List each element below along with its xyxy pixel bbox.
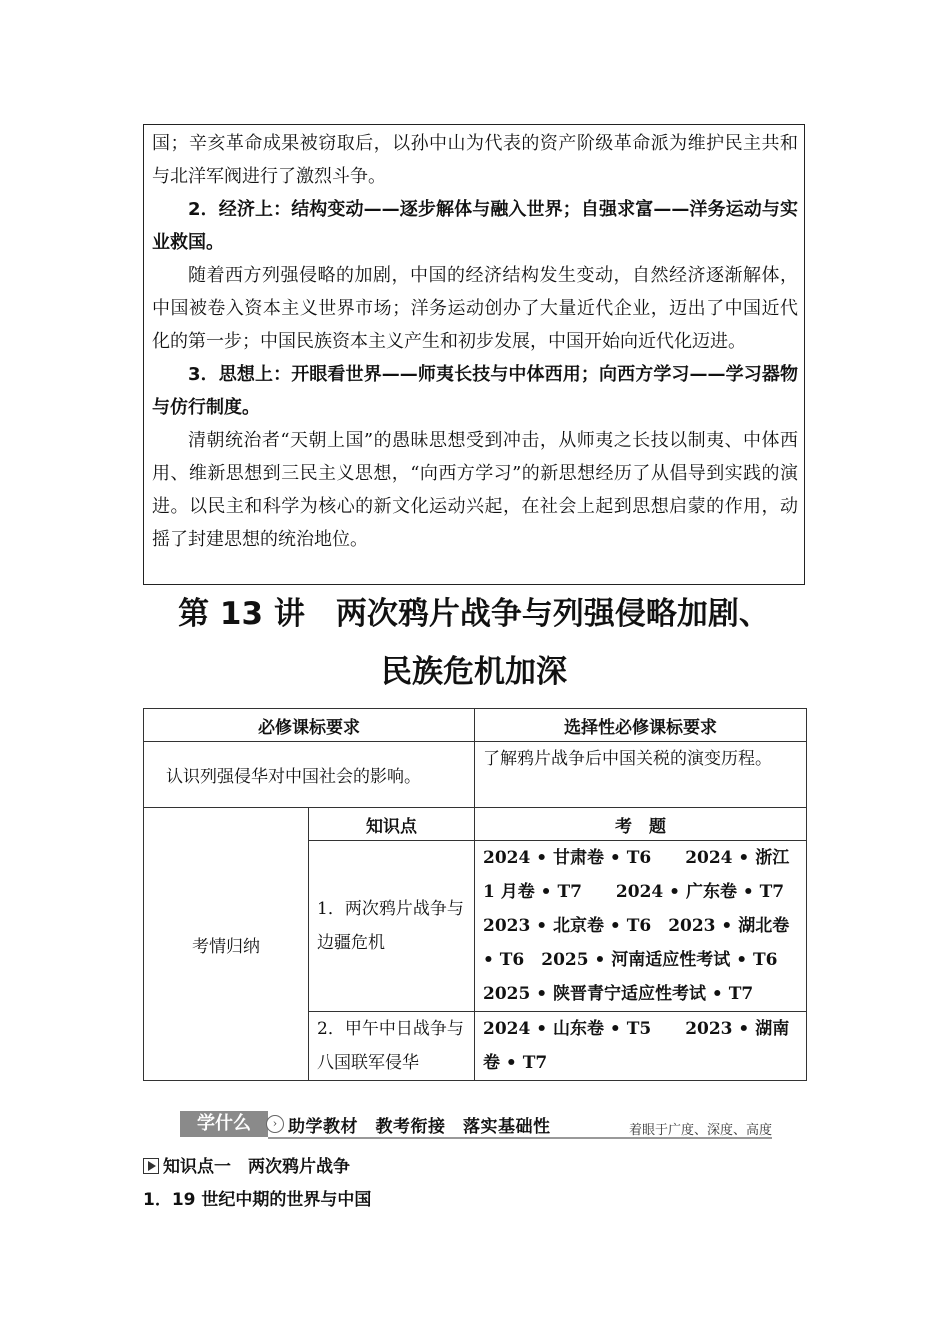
section-heading-1: 1．19 世纪中期的世界与中国 — [143, 1190, 372, 1210]
knowledge-point-heading — [143, 1152, 350, 1177]
knowledge-point-2: 2．甲午中日战争与八国联军侵华 — [309, 1012, 475, 1081]
summary-heading-thought: 3．思想上：开眼看世界——师夷长技与中体西用；向西方学习——学习器物与仿行制度。 — [152, 364, 798, 418]
summary-paragraph-politics: 国；辛亥革命成果被窃取后，以孙中山为代表的资产阶级革命派为维护民主共和与北洋军阀进行了激烈斗争。 — [152, 133, 798, 187]
elective-standards-text: 了解鸦片战争后中国关税的演变历程。 — [475, 742, 807, 808]
requirements-table — [143, 708, 807, 1081]
summary-heading-economy: 2．经济上：结构变动——逐步解体与融入世界；自强求富——洋务运动与实业救国。 — [152, 199, 798, 253]
chevron-right-icon: › — [266, 1115, 284, 1133]
required-standards-header: 必修课标要求 — [144, 709, 475, 742]
knowledge-point-header: 知识点 — [309, 808, 475, 841]
knowledge-point-title: 知识点一 两次鸦片战争 — [163, 1157, 350, 1177]
elective-standards-header: 选择性必修课标要求 — [475, 709, 807, 742]
banner-tag: 学什么 — [180, 1111, 268, 1137]
summary-box — [143, 124, 805, 585]
lecture-title-line2: 民族危机加深 — [381, 654, 567, 690]
play-triangle-icon — [143, 1158, 159, 1174]
knowledge-point-1: 1．两次鸦片战争与边疆危机 — [309, 841, 475, 1012]
exam-questions-2: 2024 • 山东卷 • T5 2023 • 湖南卷 • T7 — [475, 1012, 807, 1081]
lecture-title-line1: 第 13 讲 两次鸦片战争与列强侵略加剧、 — [178, 596, 770, 632]
section-banner — [180, 1111, 772, 1141]
exam-questions-header: 考 题 — [475, 808, 807, 841]
required-standards-text: 认识列强侵华对中国社会的影响。 — [144, 742, 475, 808]
exam-summary-label: 考情归纳 — [144, 808, 309, 1081]
banner-motto: 着眼于广度、深度、高度 — [628, 1123, 772, 1138]
summary-paragraph-economy: 随着西方列强侵略的加剧，中国的经济结构发生变动，自然经济逐渐解体，中国被卷入资本主义世界市场；洋务运动创办了大量近代企业，迈出了中国近代化的第一步；中国民族资本主义产生和初步发展，中国开始向近代化迈进。 — [152, 265, 798, 352]
summary-paragraph-thought: 清朝统治者“天朝上国”的愚昧思想受到冲击，从师夷之长技以制夷、中体西用、维新思想到三民主义思想，“向西方学习”的新思想经历了从倡导到实践的演进。以民主和科学为核心的新文化运动兴起，在社会上起到思想启蒙的作用，动摇了封建思想的统治地位。 — [152, 430, 798, 550]
banner-subtitle: 助学教材 教考衔接 落实基础性 — [288, 1117, 551, 1137]
exam-questions-1: 2024 • 甘肃卷 • T6 2024 • 浙江 1 月卷 • T7 2024 • 广东卷 • T7 2023 • 北京卷 • T6 2023 • 湖北卷 • T6 2025 • 河南适应性考试 • T6 2025 • 陕晋青宁适应性考试 • T7 — [475, 841, 807, 1012]
